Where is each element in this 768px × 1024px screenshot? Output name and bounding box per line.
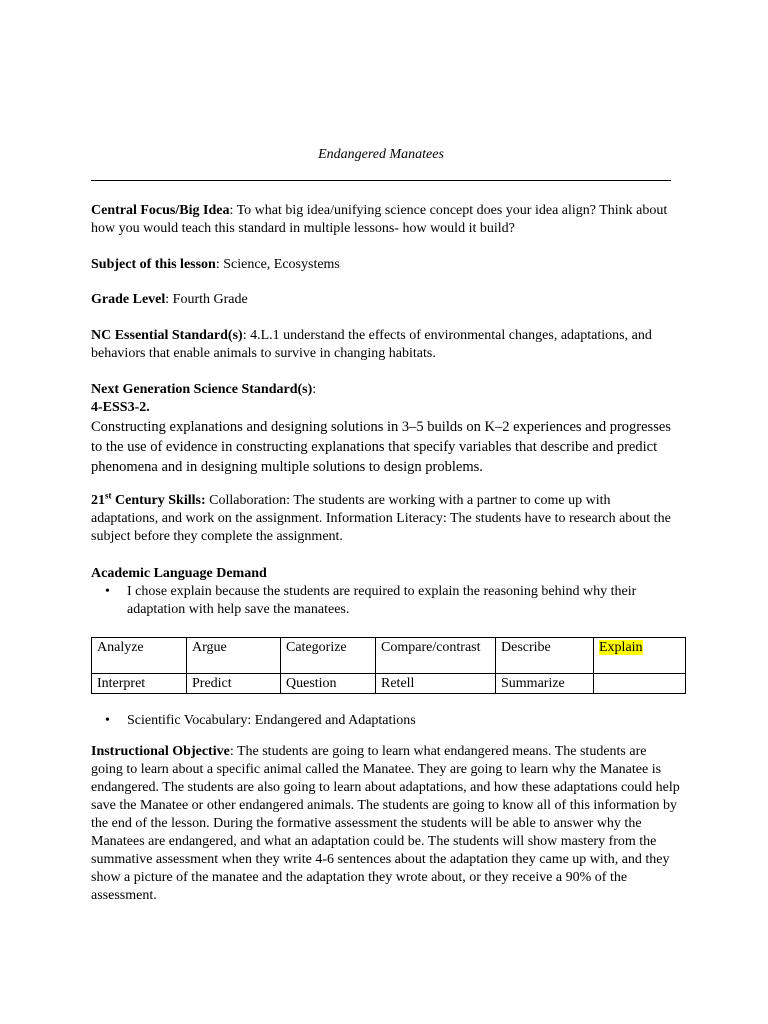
table-cell: Summarize	[496, 674, 594, 694]
table-cell: Compare/contrast	[376, 638, 496, 674]
table-cell: Analyze	[92, 638, 187, 674]
academic-language-section	[91, 565, 681, 619]
table-cell: Interpret	[92, 674, 187, 694]
table-row	[92, 674, 686, 694]
ngss-colon: :	[312, 382, 317, 397]
ngss-section	[91, 381, 681, 477]
title-divider	[91, 180, 671, 181]
century-skills-section	[91, 492, 681, 546]
table-cell-highlighted	[594, 638, 686, 674]
academic-language-table	[91, 637, 686, 694]
grade-level-label: Grade Level	[91, 292, 166, 307]
document-title: Endangered Manatees	[318, 147, 444, 162]
central-focus-text: : To what big idea/unifying science concept does your idea align? Think about how you would teach this standard in multiple lessons- how would it build?	[91, 203, 668, 236]
table-row	[92, 638, 686, 674]
century-skills-label: 21st Century Skills:	[91, 490, 206, 508]
subject-section	[91, 256, 681, 274]
ngss-text: Constructing explanations and designing solutions in 3–5 builds on K–2 experiences and progresses to the use of evidence in constructing explanations that specify variables that describe and predict phenomena and in designing multiple solutions to design problems.	[91, 419, 671, 475]
table-cell: Categorize	[281, 638, 376, 674]
instructional-objective-text: : The students are going to learn what endangered means. The students are going to learn about a specific animal called the Manatee. They are going to learn why the Manatee is endangered. The students are also going to learn about adaptations, and how these adaptations could help save the Manatee or other endangered animals. The students are going to know all of this information by the end of the lesson. During the formative assessment the students will be able to answer why the Manatees are endangered, and what an adaptation could be. The students will show mastery from the summative assessment when they write 4-6 sentences about the adaptation they came up with, and they show a picture of the manatee and the adaptation they wrote about, or they receive a 90% of the assessment.	[91, 744, 680, 903]
grade-level-text: : Fourth Grade	[165, 292, 248, 307]
table-cell: Question	[281, 674, 376, 694]
table-cell: Describe	[496, 638, 594, 674]
instructional-objective-section	[91, 743, 681, 905]
table-cell: Retell	[376, 674, 496, 694]
academic-language-bullet: • I chose explain because the students are required to explain the reasoning behind why their adaptation with help save the manatees.	[127, 583, 681, 619]
instructional-objective-label: Instructional Objective	[91, 744, 230, 759]
document-page	[91, 0, 681, 1024]
central-focus-section	[91, 202, 681, 238]
nc-standard-label: NC Essential Standard(s)	[91, 328, 243, 343]
ngss-code: 4-ESS3-2.	[91, 400, 150, 415]
ngss-label: Next Generation Science Standard(s)	[91, 382, 313, 397]
table-cell	[594, 674, 686, 694]
subject-text: : Science, Ecosystems	[215, 257, 340, 272]
nc-standard-section	[91, 327, 681, 363]
grade-level-section	[91, 291, 681, 309]
academic-language-heading: Academic Language Demand	[91, 566, 267, 581]
table-cell: Argue	[187, 638, 281, 674]
century-skills-text: Collaboration: The students are working with a partner to come up with adaptations, and work on the assignment. Information Literacy: The students have to research about the subject before they complete the assignment.	[91, 493, 671, 544]
highlighted-word: Explain	[599, 640, 643, 655]
nc-standard-text: : 4.L.1 understand the effects of environmental changes, adaptations, and behaviors that enable animals to survive in changing habitats.	[91, 328, 652, 361]
subject-label: Subject of this lesson	[91, 257, 216, 272]
table-cell: Predict	[187, 674, 281, 694]
vocabulary-bullet: • Scientific Vocabulary: Endangered and Adaptations	[127, 712, 681, 730]
central-focus-label: Central Focus/Big Idea	[91, 203, 230, 218]
vocabulary-section	[91, 712, 681, 730]
